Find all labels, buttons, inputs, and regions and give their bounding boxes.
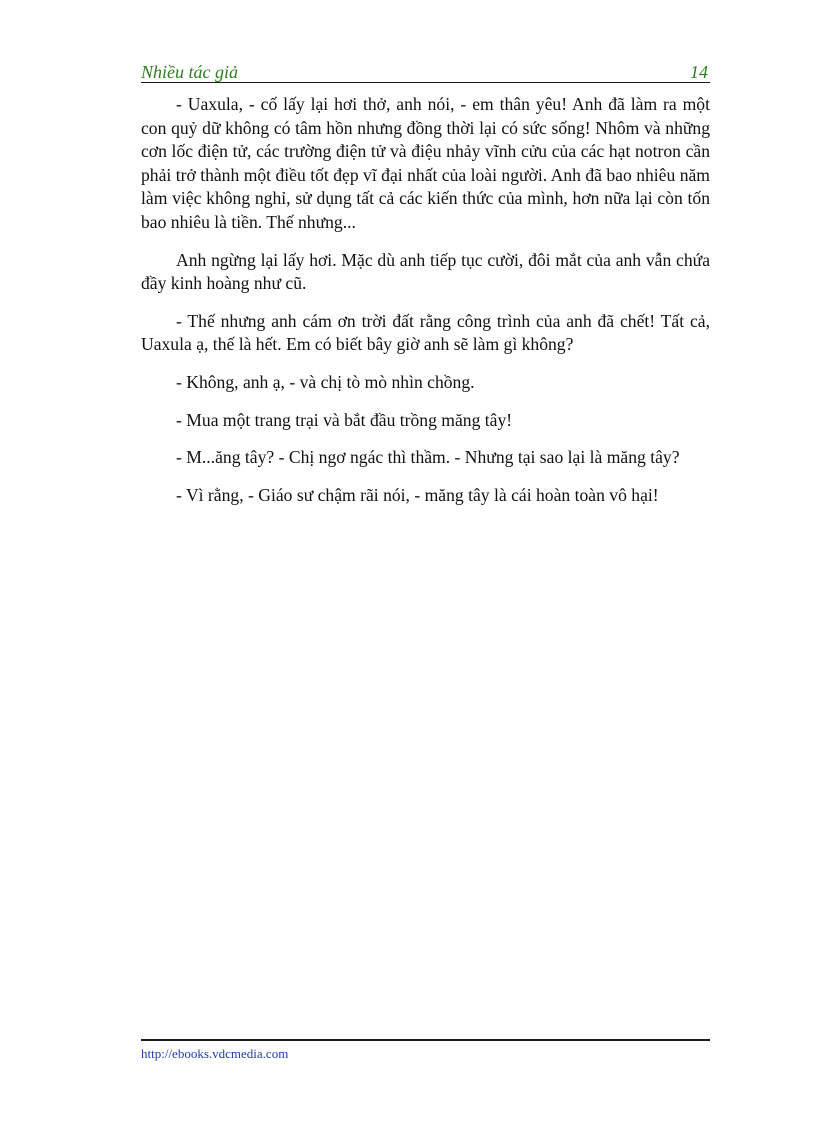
- paragraph: - Mua một trang trại và bắt đầu trồng măng tây!: [176, 409, 513, 430]
- running-header: [141, 60, 710, 83]
- footer-link[interactable]: http://ebooks.vdcmedia.com: [141, 1046, 289, 1061]
- paragraph: - Vì rằng, - Giáo sư chậm rãi nói, - măng tây là cái hoàn toàn vô hại!: [176, 484, 659, 505]
- body-text: [141, 93, 710, 521]
- paragraph: - M...ăng tây? - Chị ngơ ngác thì thầm. - Nhưng tại sao lại là măng tây?: [176, 447, 680, 468]
- footer-divider: [141, 1039, 710, 1041]
- paragraph: - Uaxula, - cố lấy lại hơi thở, anh nói, - em thân yêu! Anh đã làm ra một con quỷ dữ không có tâm hồn nhưng đồng thời lại có sức sống! Nhôm và những cơn lốc điện tử, các trường điện tử và điệu nhảy vĩnh cửu của các hạt notron cần phải trở thành một điều tốt đẹp vĩ đại nhất của loài người. Anh đã bao nhiêu năm làm việc không nghỉ, sử dụng tất cả các kiến thức của mình, hơn nữa lại còn tốn bao nhiêu là tiền. Thế nhưng...: [141, 94, 710, 232]
- paragraph: - Không, anh ạ, - và chị tò mò nhìn chồng.: [176, 371, 475, 392]
- paragraph: - Thế nhưng anh cám ơn trời đất rằng công trình của anh đã chết! Tất cả, Uaxula ạ, thế là hết. Em có biết bây giờ anh sẽ làm gì không?: [141, 310, 710, 355]
- page-number: 14: [690, 62, 708, 82]
- header-title: Nhiều tác giả: [141, 62, 238, 82]
- paragraph: Anh ngừng lại lấy hơi. Mặc dù anh tiếp tục cười, đôi mắt của anh vẫn chứa đầy kinh hoàng như cũ.: [141, 249, 710, 294]
